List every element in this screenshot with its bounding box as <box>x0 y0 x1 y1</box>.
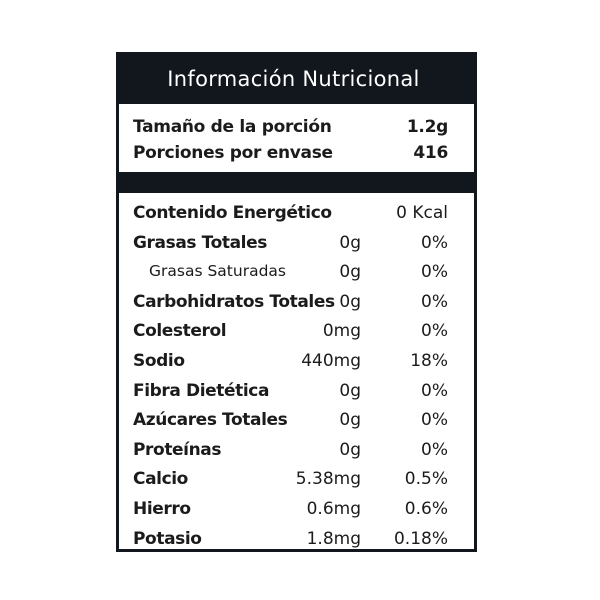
serving-size-value: 1.2g <box>406 117 448 137</box>
nutrient-name: Azúcares Totales <box>133 410 288 431</box>
nutrient-percent: 0.5% <box>404 469 448 490</box>
nutrient-row <box>119 527 474 557</box>
nutrient-percent: 0% <box>421 321 448 342</box>
nutrient-percent: 0 Kcal <box>396 203 448 223</box>
serving-size-label: Tamaño de la porción <box>133 117 332 137</box>
nutrition-facts-label <box>116 52 477 552</box>
nutrient-row <box>119 408 474 438</box>
nutrient-amount: 1.8mg <box>306 528 361 549</box>
nutrient-name: Hierro <box>133 498 191 519</box>
nutrient-row <box>119 201 474 231</box>
nutrient-name: Calcio <box>133 469 188 490</box>
nutrient-name: Contenido Energético <box>133 203 332 223</box>
nutrient-percent: 0.18% <box>393 528 448 549</box>
nutrient-amount: 5.38mg <box>295 469 361 490</box>
nutrient-amount: 0mg <box>322 321 361 342</box>
nutrient-percent: 0% <box>421 232 448 253</box>
nutrient-row <box>119 349 474 379</box>
nutrient-amount: 0g <box>339 439 361 460</box>
nutrient-percent: 0% <box>421 380 448 401</box>
nutrient-row <box>119 319 474 349</box>
nutrient-name: Colesterol <box>133 321 227 342</box>
nutrient-row <box>119 290 474 320</box>
nutrient-amount: 0g <box>339 380 361 401</box>
nutrient-percent: 0% <box>421 291 448 312</box>
nutrient-percent: 0% <box>421 410 448 431</box>
nutrient-row <box>119 379 474 409</box>
servings-per-container-value: 416 <box>413 143 448 163</box>
nutrient-row <box>119 438 474 468</box>
nutrient-amount: 0g <box>339 291 361 312</box>
nutrient-row-sub <box>119 260 474 290</box>
nutrient-amount: 0g <box>339 262 361 283</box>
nutrient-row <box>119 231 474 261</box>
nutrient-amount: 0.6mg <box>306 498 361 519</box>
label-title: Información Nutricional <box>119 55 474 104</box>
nutrient-name: Grasas Totales <box>133 232 267 253</box>
nutrient-percent: 0.6% <box>404 498 448 519</box>
nutrient-name: Carbohidratos Totales <box>133 291 335 312</box>
nutrient-name: Fibra Dietética <box>133 380 270 401</box>
nutrient-name: Proteínas <box>133 439 222 460</box>
nutrient-amount: 0g <box>339 410 361 431</box>
section-divider <box>119 172 474 193</box>
nutrient-amount: 440mg <box>301 350 361 371</box>
nutrient-percent: 18% <box>410 350 448 371</box>
nutrient-percent: 0% <box>421 262 448 283</box>
servings-per-container-row <box>119 143 474 169</box>
nutrient-name: Sodio <box>133 350 185 371</box>
nutrient-amount: 0g <box>339 232 361 253</box>
nutrient-percent: 0% <box>421 439 448 460</box>
nutrient-name: Grasas Saturadas <box>149 262 286 281</box>
serving-size-row <box>119 117 474 143</box>
servings-per-container-label: Porciones por envase <box>133 143 333 163</box>
nutrients-list <box>119 201 474 556</box>
nutrient-row <box>119 467 474 497</box>
serving-info <box>119 117 474 169</box>
nutrient-name: Potasio <box>133 528 202 549</box>
nutrient-row <box>119 497 474 527</box>
